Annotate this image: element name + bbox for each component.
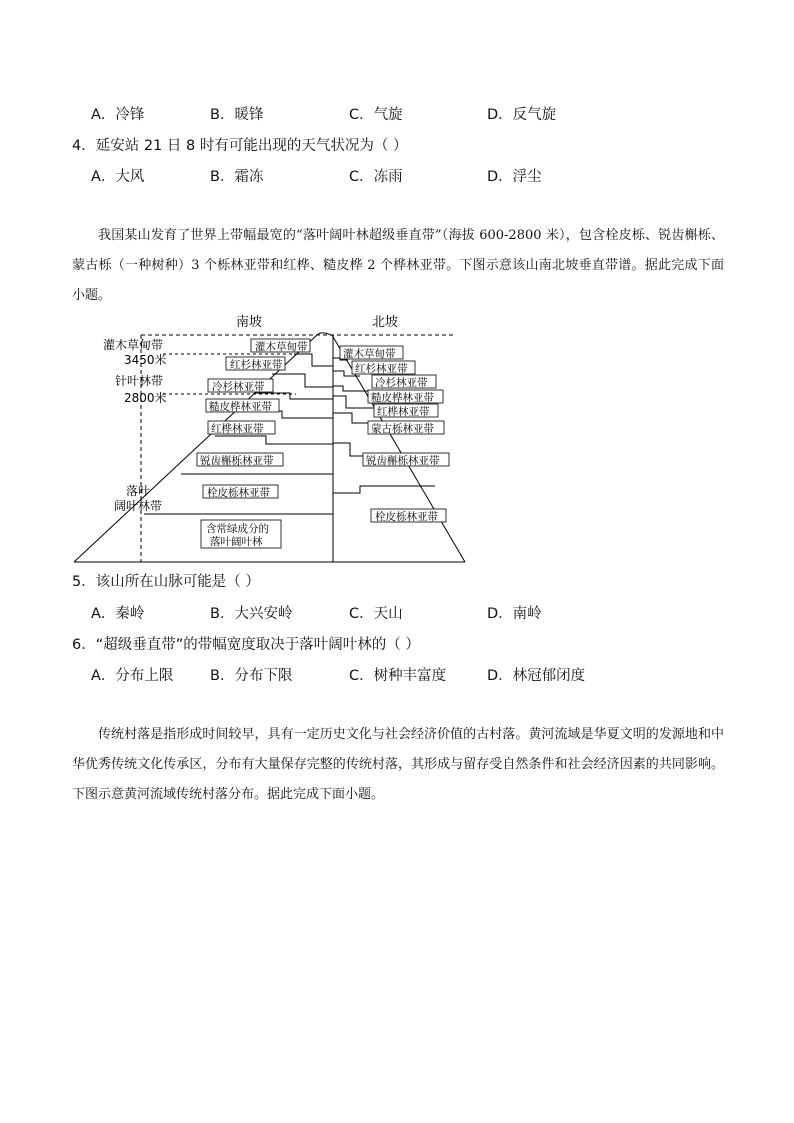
q6-option-c: C．树种丰富度 xyxy=(349,668,447,684)
north-belt-cork-oak: 栓皮栎林亚带 xyxy=(375,511,438,523)
q4-option-c: C．冻雨 xyxy=(349,169,403,185)
q5-option-b: B．大兴安岭 xyxy=(210,606,293,622)
north-belt-sharp-oak: 锐齿槲栎林亚带 xyxy=(366,455,440,467)
south-belt-cork-oak: 栓皮栎林亚带 xyxy=(207,487,270,499)
passage-vertical-belt xyxy=(72,221,724,311)
north-slope-label: 北坡 xyxy=(372,315,399,330)
north-belt-rough-birch: 糙皮桦林亚带 xyxy=(371,392,434,404)
south-belt-fir: 冷杉林亚带 xyxy=(212,381,265,393)
q3-option-a: A．冷锋 xyxy=(91,107,145,123)
north-belt-mongolian-oak: 蒙古栎林亚带 xyxy=(371,423,434,435)
left-label-3450: 3450米 xyxy=(124,353,167,367)
passage-traditional-villages xyxy=(72,720,724,810)
q5-stem: 5．该山所在山脉可能是（ ） xyxy=(72,574,260,590)
q3-option-d: D．反气旋 xyxy=(487,107,557,123)
vertical-zonation-figure xyxy=(60,308,480,570)
south-belt-shrub: 灌木草甸带 xyxy=(255,341,308,353)
south-belt-sharp-oak: 锐齿槲栎林亚带 xyxy=(200,455,274,467)
passage-vertical-belt-text: 我国某山发育了世界上带幅最宽的“落叶阔叶林超级垂直带”（海拔 600-2800 米），包含栓皮栎、锐齿槲栎、蒙古栎（一种树种）3 个栎林亚带和红桦、糙皮桦 2 个桦林亚带。下图示意该山南北坡垂直带谱。据此完成下面小题。 xyxy=(72,228,724,303)
q5-option-c: C．天山 xyxy=(349,606,403,622)
south-belt-larch: 红杉林亚带 xyxy=(230,359,283,371)
left-label-conifer: 针叶林带 xyxy=(115,374,164,388)
left-label-deciduous-1: 落叶 xyxy=(126,484,151,498)
q3-option-c: C．气旋 xyxy=(349,107,403,123)
left-label-2800: 2800米 xyxy=(124,391,167,405)
q6-option-d: D．林冠郁闭度 xyxy=(487,668,586,684)
south-belt-red-birch: 红桦林亚带 xyxy=(211,423,264,435)
south-slope-label: 南坡 xyxy=(236,315,263,330)
north-belt-shrub: 灌木草甸带 xyxy=(343,348,396,360)
q6-option-b: B．分布下限 xyxy=(210,668,293,684)
south-belt-mixed-2: 落叶阔叶林 xyxy=(210,536,263,548)
south-belt-rough-birch: 糙皮桦林亚带 xyxy=(209,401,272,413)
q4-stem: 4．延安站 21 日 8 时有可能出现的天气状况为（ ） xyxy=(72,138,408,154)
q3-option-b: B．暖锋 xyxy=(210,107,264,123)
q6-stem: 6．“超级垂直带”的带幅宽度取决于落叶阔叶林的（ ） xyxy=(72,637,420,653)
q4-option-d: D．浮尘 xyxy=(487,169,542,185)
south-belt-mixed-1: 含常绿成分的 xyxy=(206,523,269,535)
q4-option-b: B．霜冻 xyxy=(210,169,264,185)
north-belt-larch: 红杉林亚带 xyxy=(355,363,408,375)
passage-traditional-villages-text: 传统村落是指形成时间较早，具有一定历史文化与社会经济价值的古村落。黄河流域是华夏文明的发源地和中华优秀传统文化传承区，分布有大量保存完整的传统村落，其形成与留存受自然条件和社会经济因素的共同影响。下图示意黄河流域传统村落分布。据此完成下面小题。 xyxy=(72,727,724,802)
q5-option-d: D．南岭 xyxy=(487,606,542,622)
q6-option-a: A．分布上限 xyxy=(91,668,174,684)
left-label-deciduous-2: 阔叶林带 xyxy=(114,499,163,513)
north-belt-red-birch: 红桦林亚带 xyxy=(377,406,430,418)
left-label-shrub: 灌木草甸带 xyxy=(103,338,164,352)
q5-option-a: A．秦岭 xyxy=(91,606,145,622)
north-belt-fir: 冷杉林亚带 xyxy=(375,377,428,389)
q4-option-a: A．大风 xyxy=(91,169,145,185)
